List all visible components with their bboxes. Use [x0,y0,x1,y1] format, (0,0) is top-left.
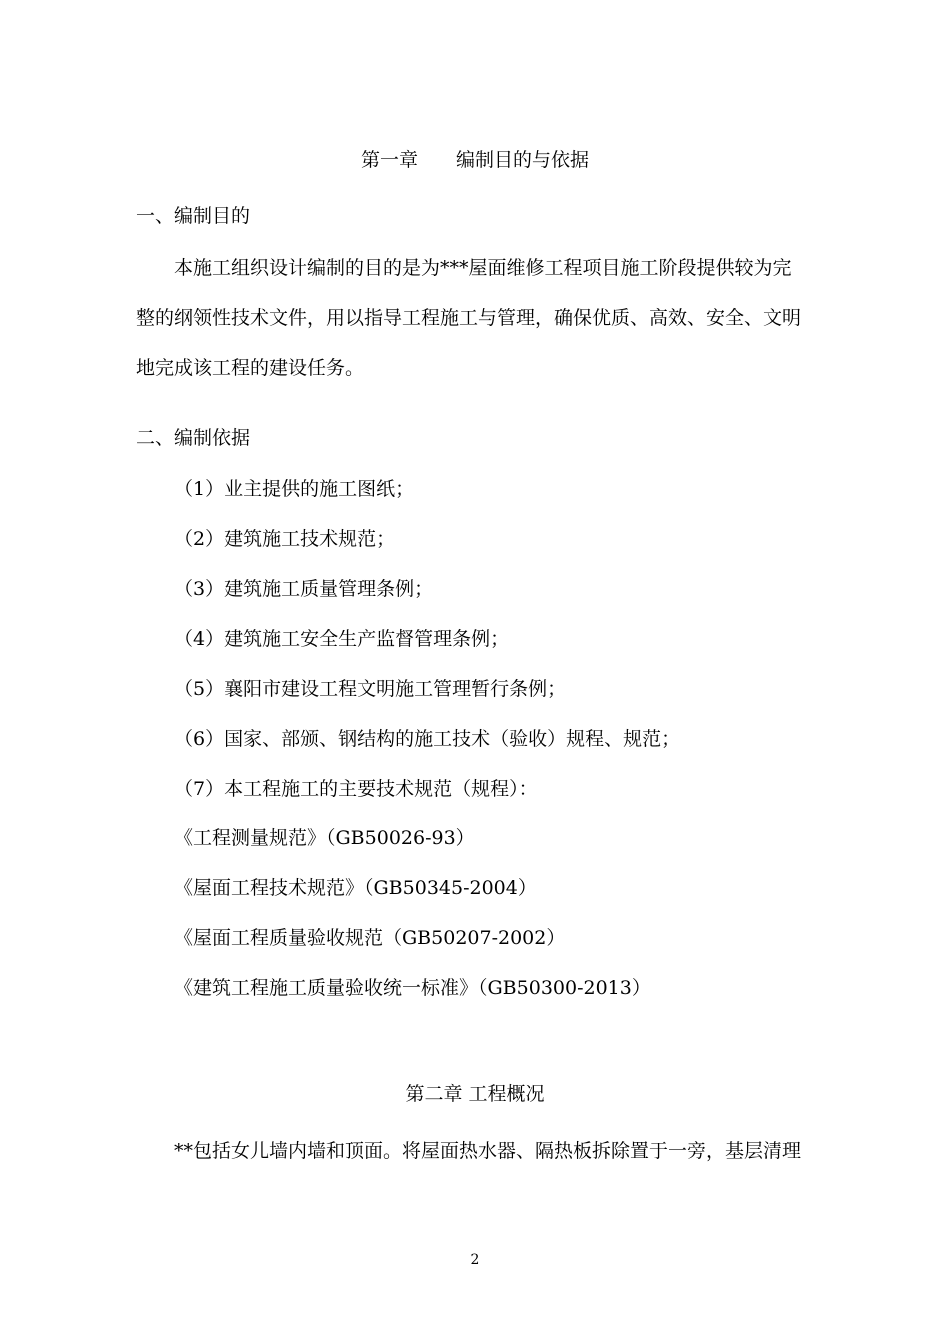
list-item: （6）国家、部颁、钢结构的施工技术（验收）规程、规范； [174,728,681,750]
standard-reference: 《工程测量规范》（GB50026-93） [174,827,475,849]
chapter-1-title: 第一章 编制目的与依据 [360,149,589,171]
list-item: （5）襄阳市建设工程文明施工管理暂行条例； [174,678,567,700]
standard-reference: 《建筑工程施工质量验收统一标准》（GB50300-2013） [174,977,651,999]
paragraph-line: 地完成该工程的建设任务。 [136,357,365,379]
list-item: （1）业主提供的施工图纸； [174,478,415,500]
list-item: （3）建筑施工质量管理条例； [174,578,434,600]
standard-reference: 《屋面工程质量验收规范（GB50207-2002） [174,927,566,949]
chapter-2-title: 第二章 工程概况 [405,1083,545,1105]
list-item: （7）本工程施工的主要技术规范（规程）： [174,778,538,800]
list-item: （2）建筑施工技术规范； [174,528,396,550]
section-2-heading: 二、编制依据 [136,427,251,449]
list-item: （4）建筑施工安全生产监督管理条例； [174,628,510,650]
standard-reference: 《屋面工程技术规范》（GB50345-2004） [174,877,537,899]
paragraph-line: 本施工组织设计编制的目的是为***屋面维修工程项目施工阶段提供较为完 [174,257,792,279]
paragraph-line: 整的纲领性技术文件，用以指导工程施工与管理，确保优质、高效、安全、文明 [136,307,802,329]
page-number: 2 [470,1252,480,1268]
section-1-heading: 一、编制目的 [136,205,251,227]
paragraph-line: **包括女儿墙内墙和顶面。将屋面热水器、隔热板拆除置于一旁，基层清理 [174,1140,802,1162]
